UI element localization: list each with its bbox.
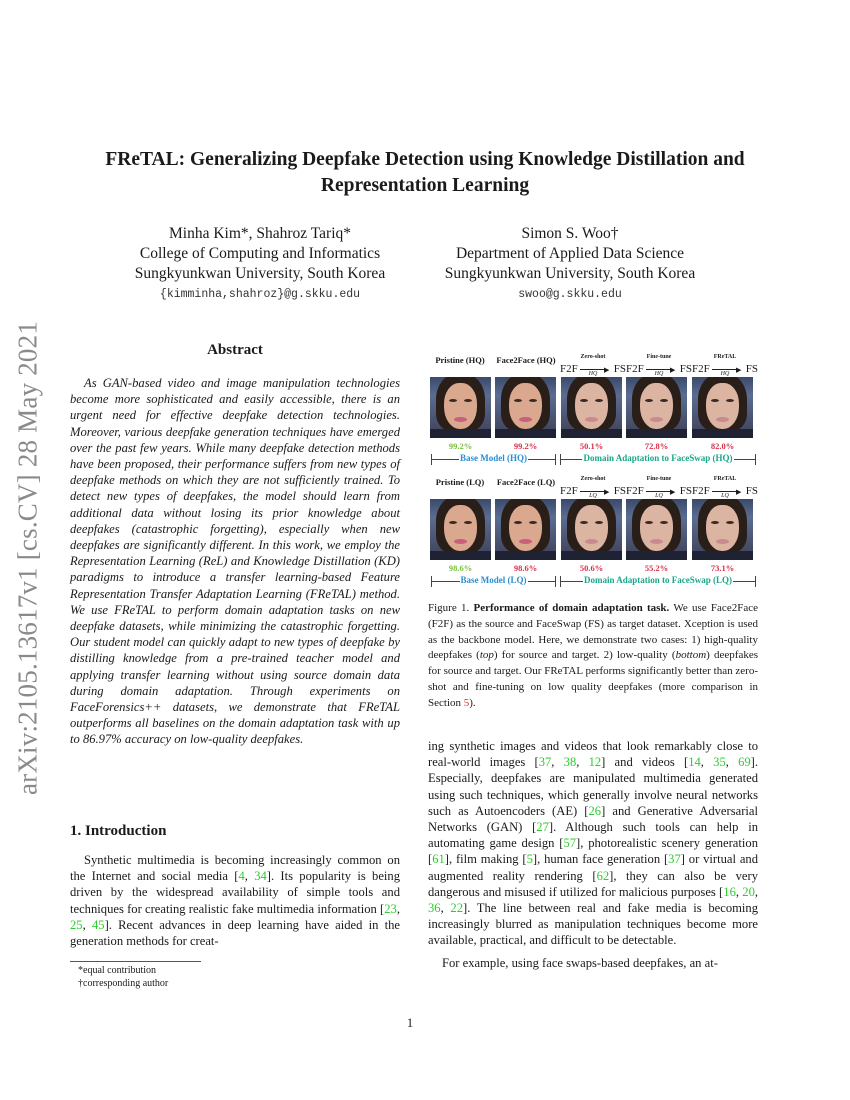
citation-link[interactable]: 12 [588,755,602,770]
citation-link[interactable]: 37 [668,852,681,867]
author-block-right [425,224,715,305]
paragraph: ing synthetic images and videos that look remarkably close to real-world images [37, 38, 12] and videos [14, 35, 69]. Especially, deepfakes are manipulated multimedia generated using such techniques, which generally involve neural networks such as Autoencoders (AE) [26] and Generative Adversarial Networks (GAN) [27]. Although such tools can help in automating game design [57], photorealistic scenery generation [61], film making [5], human face generation [37] or virtual and augmented reality rendering [62], they can also be very dangerous and misused if utilized for malicious purposes [16, 20, 36, 22]. The line between real and fake media is becoming increasingly blurred as manipulation techniques become more available, practical, and difficult to be detectable. [428,739,759,948]
citation-link[interactable]: 61 [432,852,445,867]
author-names: Simon S. Woo† [521,225,619,242]
face-image-fretal-hq [692,377,753,438]
face-image-pristine-hq [430,377,491,438]
citation-link[interactable]: 27 [536,820,549,835]
figure-caption: Figure 1. Performance of domain adaptation task. We use Face2Face (F2F) as the source and FaceSwap (FS) as target dataset. Xception is used as the backbone model. Here, we demonstrate two cases: 1) high-quality deepfakes (top) for source and target. 2) low-quality (bottom) deepfakes for source and target. Our FReTAL performs significantly better than zero-shot and fine-tuning on low quality deepfakes (more comparison in Section 5). [428,602,759,709]
citation-link[interactable]: 57 [563,836,577,851]
accuracy-label: 98.6% [513,563,538,573]
face-image-pristine-lq [430,499,491,560]
arrow-head-icon: ▶ [604,366,610,374]
column-header: Face2Face (HQ) [496,355,556,365]
author-affiliation: Department of Applied Data Science [455,245,685,262]
accuracy-label: 82.0% [710,441,735,451]
accuracy-label: 50.6% [579,563,604,573]
adaptation-arrow: F2F Zero-shot ▶ LQ FS [560,476,626,499]
arrow-head-icon: ▶ [736,488,742,496]
accuracy-label: 55.2% [644,563,669,573]
author-university: Sungkyunkwan University, South Korea [134,265,386,282]
arrow-line-icon [712,369,738,370]
bracket-base-model-hq: Base Model (HQ) [431,454,556,466]
adaptation-arrow: F2F FReTAL ▶ HQ FS [692,354,758,377]
bracket-domain-adaptation-hq: Domain Adaptation to FaceSwap (HQ) [560,454,756,466]
citation-link[interactable]: 34 [254,869,267,884]
author-email: {kimminha,shahroz}@g.skku.edu [159,288,361,301]
citation-link[interactable]: 22 [450,901,463,916]
author-block-left [110,224,410,305]
citation-link[interactable]: 25 [70,917,83,932]
citation-link[interactable]: 38 [563,755,577,770]
author-names: Minha Kim*, Shahroz Tariq* [168,225,352,242]
citation-link[interactable]: 14 [688,755,701,770]
abstract-heading: Abstract [207,342,263,358]
adaptation-arrow: F2F Fine-tune ▶ LQ FS [626,476,692,499]
citation-link[interactable]: 69 [738,755,751,770]
introduction-paragraph: Synthetic multimedia is becoming increasingly common on the Internet and social media [4, 34]. Its popularity is being driven by the widespread availability of simple tools and techniques for creating realistic fake multimedia information [23, 25, 45]. Recent advances in deep learning have aided in the generation methods for creat- [70,853,401,949]
accuracy-label: 98.6% [448,563,473,573]
adaptation-arrow: F2F Fine-tune ▶ HQ FS [626,354,692,377]
face-image-zeroshot-lq [561,499,622,560]
arrow-line-icon [580,491,606,492]
accuracy-label: 73.1% [710,563,735,573]
citation-link[interactable]: 4 [238,869,245,884]
column-header: Face2Face (LQ) [496,477,556,487]
author-email: swoo@g.skku.edu [518,288,622,301]
face-image-face2face-lq [495,499,556,560]
column-header: Pristine (LQ) [435,477,485,487]
arxiv-stamp: arXiv:2105.13617v1 [cs.CV] 28 May 2021 [12,320,43,796]
arrow-head-icon: ▶ [670,366,676,374]
accuracy-label: 99.2% [448,441,473,451]
accuracy-label: 50.1% [579,441,604,451]
citation-link[interactable]: 16 [723,884,736,899]
page-number: 1 [406,1016,414,1030]
citation-link[interactable]: 36 [428,901,441,916]
citation-link[interactable]: 45 [91,917,105,932]
arrow-line-icon [646,491,672,492]
adaptation-arrow: F2F Zero-shot ▶ HQ FS [560,354,626,377]
right-column-text [428,738,758,971]
bracket-base-model-lq: Base Model (LQ) [431,576,556,588]
arrow-line-icon [712,491,738,492]
footnotes [78,964,168,990]
author-affiliation: College of Computing and Informatics [139,245,381,262]
footnote: *equal contribution [78,965,157,976]
face-image-zeroshot-hq [561,377,622,438]
adaptation-arrow: F2F FReTAL ▶ LQ FS [692,476,758,499]
citation-link[interactable]: 23 [384,901,397,916]
footnote-divider [70,961,201,962]
citation-link[interactable]: 62 [596,868,610,883]
footnote: †corresponding author [78,978,169,989]
citation-link[interactable]: 5 [526,852,533,867]
citation-link[interactable]: 37 [538,755,552,770]
accuracy-label: 99.2% [513,441,538,451]
section-reference-link[interactable]: 5 [463,696,470,709]
citation-link[interactable]: 26 [588,803,602,818]
paper-title: FReTAL: Generalizing Deepfake Detection using Knowledge Distillation and Representation Learning [105,149,745,196]
paragraph: For example, using face swaps-based deepfakes, an at- [442,955,718,970]
face-image-finetune-lq [626,499,687,560]
bracket-domain-adaptation-lq: Domain Adaptation to FaceSwap (LQ) [560,576,756,588]
accuracy-label: 72.8% [644,441,669,451]
face-image-face2face-hq [495,377,556,438]
column-header: Pristine (HQ) [435,355,485,365]
arrow-head-icon: ▶ [736,366,742,374]
arrow-line-icon [646,369,672,370]
section-heading-introduction: 1. Introduction [70,823,167,839]
citation-link[interactable]: 35 [713,755,726,770]
abstract-text: As GAN-based video and image manipulation technologies become more sophisticated and easily accessible, there is an urgent need for effective deepfake detection technologies. Moreover, various deepfake generation techniques have emerged over the past few years. While many deepfake detection methods have been proposed, their performance suffers from new types of deepfake methods on which they are not sufficiently trained. To detect new types of deepfakes, the model should learn from additional data without losing its prior knowledge about deepfakes (catastrophic forgetting), especially when new deepfakes are significantly different. In this work, we employ the Representation Learning (ReL) and Knowledge Distillation (KD) paradigms to introduce a transfer learning-based Feature Representation Transfer Adaptation Learning (FReTAL) method. We use FReTAL to perform domain adaptation tasks on new deepfake datasets, while minimizing the catastrophic forgetting. Our student model can quickly adapt to new types of deepfake by distilling knowledge from a pre-trained teacher model and applying transfer learning without using source domain data during domain adaptation. Through experiments on FaceForensics++ datasets, we demonstrate that FReTAL outperforms all baselines on the domain adaptation task with up to 86.97% accuracy on low-quality deepfakes. [70,376,400,747]
face-image-finetune-hq [626,377,687,438]
arrow-head-icon: ▶ [604,488,610,496]
figure-1 [428,355,758,595]
face-image-fretal-lq [692,499,753,560]
arrow-head-icon: ▶ [670,488,676,496]
citation-link[interactable]: 20 [742,884,755,899]
author-university: Sungkyunkwan University, South Korea [444,265,696,282]
arrow-line-icon [580,369,606,370]
